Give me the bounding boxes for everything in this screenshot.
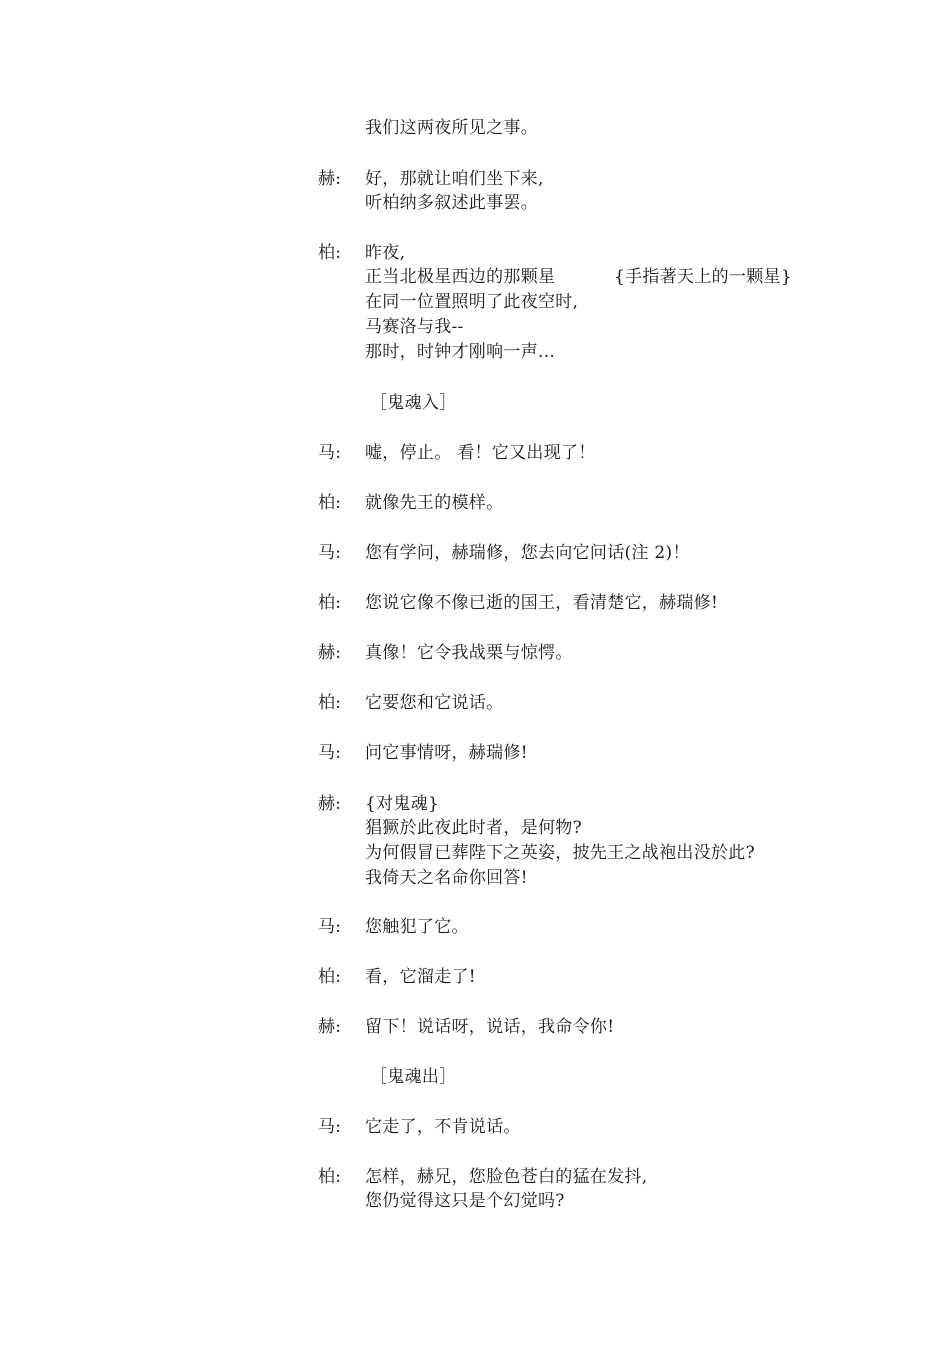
dialogue-line: 真像！它令我战栗与惊愕。 bbox=[365, 643, 573, 663]
speaker-label: 柏: bbox=[318, 243, 342, 263]
opening-line: 我们这两夜所见之事。 bbox=[365, 118, 538, 138]
dialogue-line: 猖獗於此夜此时者，是何物? bbox=[365, 818, 583, 838]
speaker-label: 赫: bbox=[318, 794, 342, 814]
stage-direction-note: {手指著天上的一颗星} bbox=[614, 267, 792, 287]
speaker-label: 马: bbox=[318, 443, 342, 463]
speaker-label: 赫: bbox=[318, 1017, 342, 1037]
speaker-label: 柏: bbox=[318, 967, 342, 987]
dialogue-line: 您触犯了它。 bbox=[365, 917, 469, 937]
stage-direction-note: {对鬼魂} bbox=[365, 794, 440, 814]
dialogue-line: 在同一位置照明了此夜空时, bbox=[365, 292, 579, 312]
dialogue-line: 您有学问，赫瑞修，您去向它问话(注 2)！ bbox=[365, 543, 690, 563]
dialogue-line: 正当北极星西边的那颗星 bbox=[365, 267, 556, 287]
speaker-label: 柏: bbox=[318, 493, 342, 513]
dialogue-line: 我倚天之名命你回答! bbox=[365, 868, 528, 888]
speaker-label: 马: bbox=[318, 917, 342, 937]
dialogue-line: 那时，时钟才刚响一声... bbox=[365, 342, 556, 362]
dialogue-line: 听柏纳多叙述此事罢。 bbox=[365, 193, 538, 213]
dialogue-line: 它要您和它说话。 bbox=[365, 693, 504, 713]
speaker-label: 柏: bbox=[318, 593, 342, 613]
speaker-label: 柏: bbox=[318, 1167, 342, 1187]
dialogue-line: 就像先王的模样。 bbox=[365, 493, 504, 513]
dialogue-line: 怎样，赫兄，您脸色苍白的猛在发抖, bbox=[365, 1167, 648, 1187]
speaker-label: 赫: bbox=[318, 643, 342, 663]
stage-direction: ［鬼魂出］ bbox=[370, 1067, 457, 1087]
speaker-label: 赫: bbox=[318, 169, 342, 189]
speaker-label: 马: bbox=[318, 743, 342, 763]
dialogue-line: 嘘，停止。 看！它又出现了！ bbox=[365, 443, 596, 463]
dialogue-line: 昨夜, bbox=[365, 243, 406, 263]
dialogue-line: 马赛洛与我-- bbox=[365, 317, 464, 337]
speaker-label: 马: bbox=[318, 543, 342, 563]
stage-direction: ［鬼魂入］ bbox=[370, 393, 457, 413]
dialogue-line: 好，那就让咱们坐下来, bbox=[365, 169, 544, 189]
dialogue-line: 您仍觉得这只是个幻觉吗? bbox=[365, 1191, 565, 1211]
speaker-label: 柏: bbox=[318, 693, 342, 713]
dialogue-line: 问它事情呀，赫瑞修! bbox=[365, 743, 528, 763]
dialogue-line: 您说它像不像已逝的国王，看清楚它，赫瑞修! bbox=[365, 593, 719, 613]
dialogue-line: 看，它溜走了! bbox=[365, 967, 476, 987]
dialogue-line: 留下！说话呀，说话，我命令你! bbox=[365, 1017, 615, 1037]
dialogue-line: 为何假冒已葬陛下之英姿，披先王之战袍出没於此? bbox=[365, 843, 756, 863]
dialogue-line: 它走了，不肯说话。 bbox=[365, 1117, 521, 1137]
speaker-label: 马: bbox=[318, 1117, 342, 1137]
